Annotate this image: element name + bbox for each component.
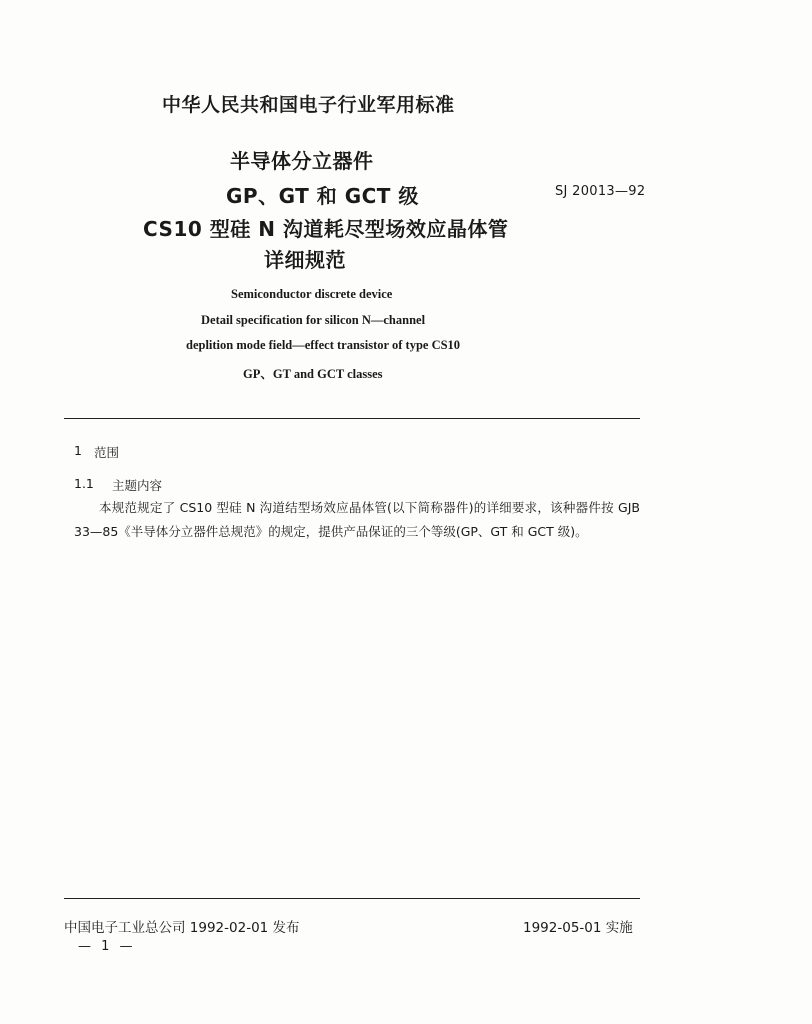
title-cn-line-3: CS10 型硅 N 沟道耗尽型场效应晶体管 [143,217,509,241]
title-en-line-2: Detail specification for silicon N—channel [201,313,426,327]
title-cn-line-2: GP、GT 和 GCT 级 [226,184,419,208]
title-en-line-1: Semiconductor discrete device [231,287,393,301]
section-1-1-title: 主题内容 [112,478,163,493]
issuer-title: 中华人民共和国电子行业军用标准 [162,94,455,116]
section-1-1-number: 1.1 [74,476,94,491]
section-1-1-body: 本规范规定了 CS10 型硅 N 沟道结型场效应晶体管(以下简称器件)的详细要求，该种器件按 GJB 33—85《半导体分立器件总规范》的规定，提供产品保证的三个等级(GP、GT 和 GCT 级)。 [74,500,640,539]
publication-date: 中国电子工业总公司 1992-02-01 发布 [64,920,300,936]
title-en-line-3: deplition mode field—effect transistor of type CS10 [186,338,461,352]
title-cn-line-1: 半导体分立器件 [230,149,374,173]
footer-divider [64,898,640,899]
title-en-line-4: GP、GT and GCT classes [243,367,383,381]
header-divider [64,418,640,419]
standard-number: SJ 20013—92 [555,184,646,199]
section-1-title: 范围 [94,445,120,460]
section-1-number: 1 [74,443,82,458]
implementation-date: 1992-05-01 实施 [523,920,633,936]
title-cn-line-4: 详细规范 [264,248,346,272]
page-number: — 1 — [78,939,136,954]
